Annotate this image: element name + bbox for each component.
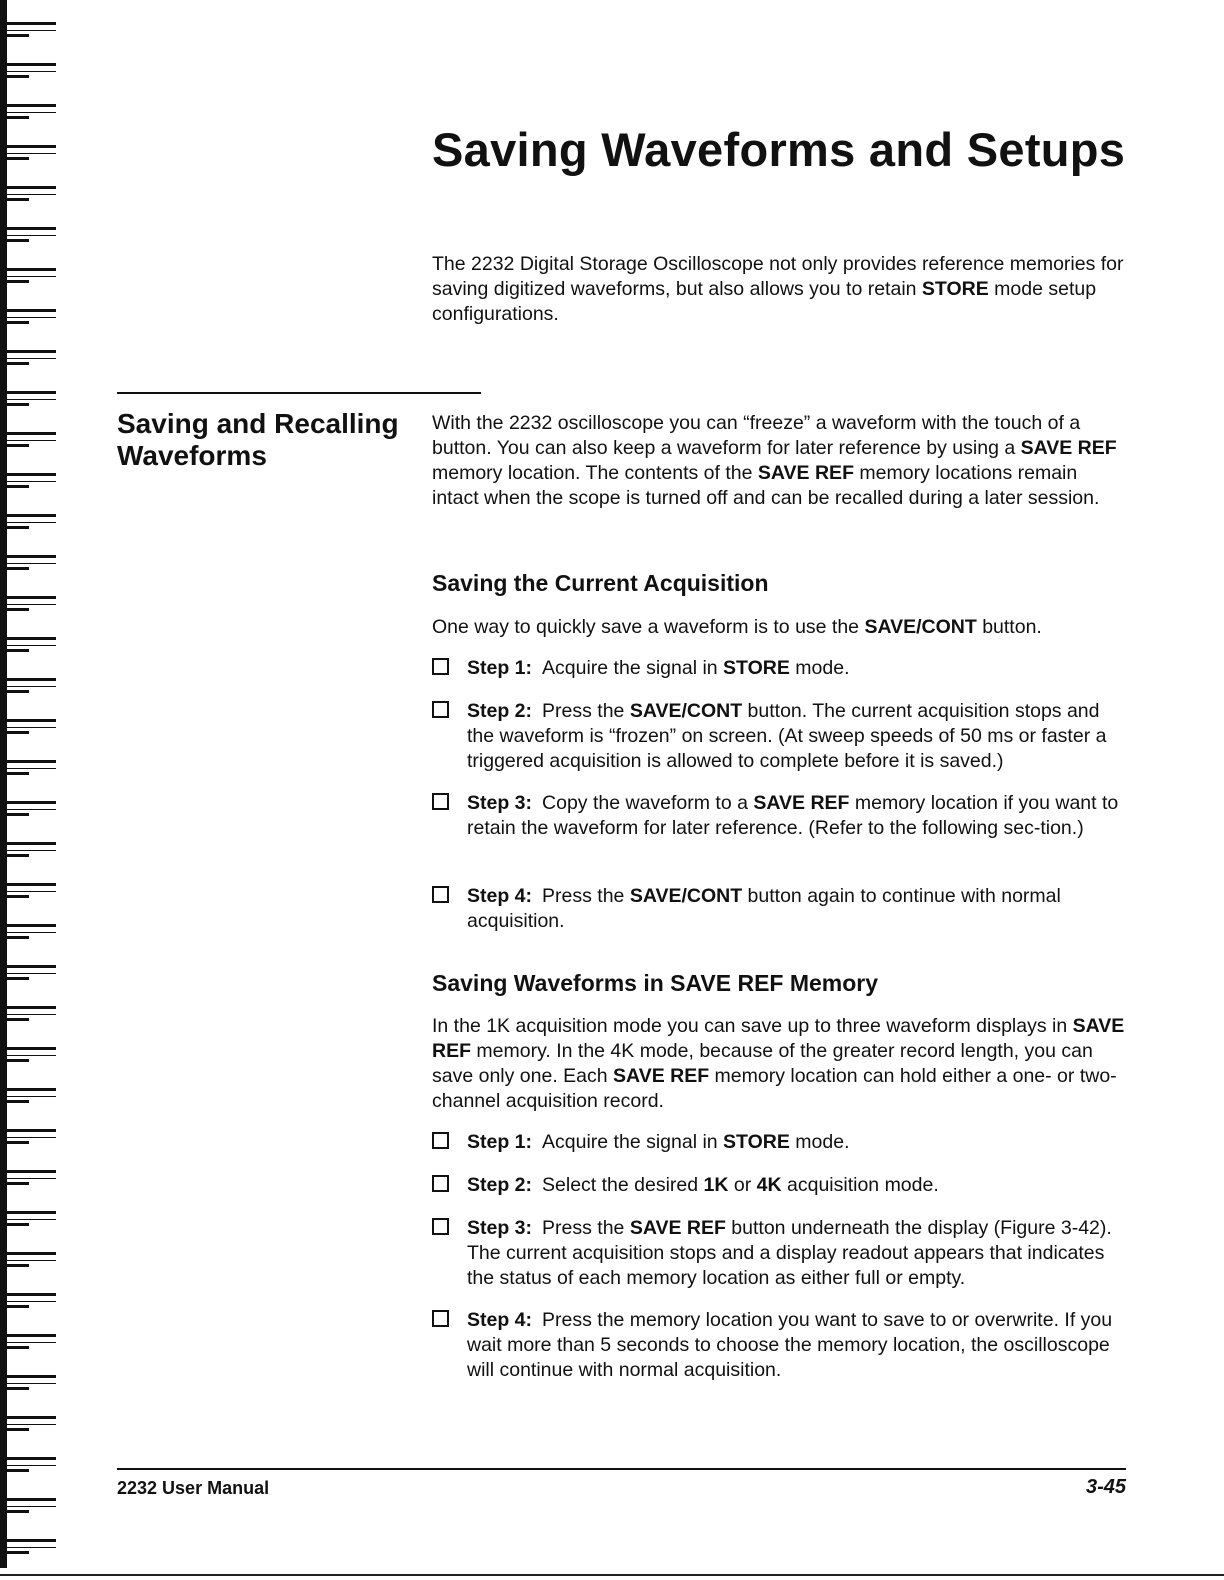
sub2-heading: Saving Waveforms in SAVE REF Memory xyxy=(432,970,879,996)
checkbox-icon[interactable] xyxy=(432,1132,449,1149)
sub1-step1: Step 1: Acquire the signal in STORE mode. xyxy=(432,656,1127,681)
sub2-step2: Step 2: Select the desired 1K or 4K acquisition mode. xyxy=(432,1173,1127,1198)
sub1-step4: Step 4: Press the SAVE/CONT button again to continue with normal acquisition. xyxy=(432,884,1127,934)
checkbox-icon[interactable] xyxy=(432,1175,449,1192)
sub2-step3: Step 3: Press the SAVE REF button underneath the display (Figure 3-42). The current acquisition stops and a display readout appears that indicates the status of each memory location as either full or empty. xyxy=(432,1216,1127,1291)
sub1-step3: Step 3: Copy the waveform to a SAVE REF memory location if you want to retain the waveform for later reference. (Refer to the following sec-tion.) xyxy=(432,791,1127,841)
binding-edge xyxy=(0,0,56,1580)
checkbox-icon[interactable] xyxy=(432,1218,449,1235)
section-intro: With the 2232 oscilloscope you can “freeze” a waveform with the touch of a button. You can also keep a waveform for later reference by using a SAVE REF memory location. The contents of the SAVE REF memory locations remain intact when the scope is turned off and can be recalled during a later session. xyxy=(432,412,1117,509)
sub1-heading: Saving the Current Acquisition xyxy=(432,570,769,596)
page-title: Saving Waveforms and Setups xyxy=(432,123,1126,176)
checkbox-icon[interactable] xyxy=(432,701,449,718)
sub2-intro-block xyxy=(432,1014,1127,1114)
page-intro: The 2232 Digital Storage Oscilloscope not only provides reference memories for saving digitized waveforms, but also allows you to retain STORE mode setup configurations. xyxy=(432,253,1124,325)
sub1-step2: Step 2: Press the SAVE/CONT button. The current acquisition stops and the waveform is “frozen” on screen. (At sweep speeds of 50 ms or faster a triggered acquisition is allowed to complete before it is saved.) xyxy=(432,699,1127,774)
sub2-step4: Step 4: Press the memory location you want to save to or overwrite. If you wait more than 5 seconds to choose the memory location, the oscilloscope will continue with normal acquisition. xyxy=(432,1308,1127,1383)
footer-rule xyxy=(117,1468,1126,1470)
page-bottom-edge xyxy=(0,1568,1224,1580)
checkbox-icon[interactable] xyxy=(432,886,449,903)
checkbox-icon[interactable] xyxy=(432,658,449,675)
footer-manual-title: 2232 User Manual xyxy=(117,1478,270,1498)
section-rule xyxy=(117,392,481,394)
sub1-intro-block xyxy=(432,615,1127,640)
section-intro-block xyxy=(432,411,1127,511)
section-title: Saving and Recalling Waveforms xyxy=(117,408,399,471)
sub1-intro: One way to quickly save a waveform is to use the SAVE/CONT button. xyxy=(432,616,1042,638)
sub2-intro: In the 1K acquisition mode you can save up to three waveform displays in SAVE REF memory. In the 4K mode, because of the greater record length, you can save only one. Each SAVE REF memory location can hold either a one- or two-channel acquisition record. xyxy=(432,1015,1125,1112)
footer-page-number: 3-45 xyxy=(1085,1476,1126,1498)
sub2-step1: Step 1: Acquire the signal in STORE mode. xyxy=(432,1130,1127,1155)
sub2-heading-block xyxy=(432,970,1127,997)
checkbox-icon[interactable] xyxy=(432,793,449,810)
checkbox-icon[interactable] xyxy=(432,1310,449,1327)
sub1-heading-block xyxy=(432,570,1127,597)
